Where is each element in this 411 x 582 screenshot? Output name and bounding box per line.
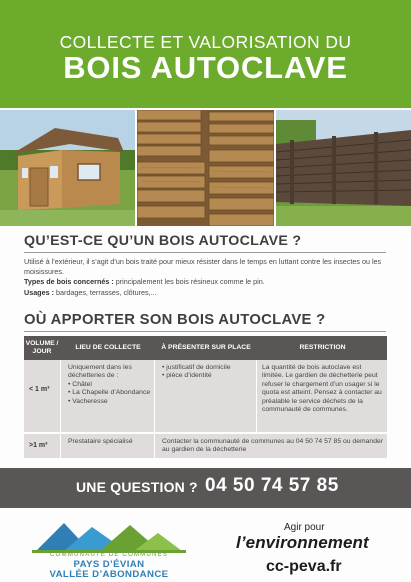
photo-strip <box>0 110 411 226</box>
row1-restriction: La quantité de bois autoclave est limitée. Le gardien de déchetterie peut refuser le chargement d’un usager si le quota est atteint. Pensez à contacter au préalable le service déchets de la communauté de communes. <box>262 364 382 414</box>
table-divider <box>60 434 61 458</box>
section-title-what: QU’EST-CE QU’UN BOIS AUTOCLAVE ? <box>24 233 302 249</box>
row1-pieces <box>162 364 254 381</box>
table-divider <box>256 360 257 432</box>
agir-text: Agir pour <box>284 522 325 533</box>
photo-garden-shed <box>0 110 135 226</box>
row1-lieu <box>68 364 152 406</box>
ccpeva-logo <box>30 519 190 580</box>
section-divider <box>24 252 386 253</box>
intro-text: Utilisé à l’extérieur, il s’agit d’un bois traité pour mieux résister dans le temps en luttant contre les insectes ou les moisissures. <box>24 257 382 276</box>
environnement-text: l’environnement <box>236 533 369 552</box>
row1-lieu-item: • Châtel <box>68 381 152 389</box>
usages-label: Usages : <box>24 288 54 297</box>
table-header-lieu: LIEU DE COLLECTE <box>75 344 141 351</box>
header-title-line2: BOIS AUTOCLAVE <box>63 50 348 85</box>
logo-line2: PAYS D’ÉVIAN <box>73 559 145 570</box>
types-value: principalement les bois résineux comme le pin. <box>113 277 265 286</box>
logo-line3: VALLÉE D’ABONDANCE <box>49 569 169 580</box>
table-divider <box>60 360 61 432</box>
logo-line1: COMMUNAUTÉ DE COMMUNES <box>49 551 169 558</box>
question-phone: 04 50 74 57 85 <box>205 475 339 496</box>
table-divider <box>154 360 155 432</box>
table-header-restriction: RESTRICTION <box>299 344 346 351</box>
header-title-line1: COLLECTE ET VALORISATION DU <box>59 32 352 52</box>
row2-contact: Contacter la communauté de communes au 04 50 74 57 85 ou demander au gardien de la déchetterie <box>162 438 384 454</box>
types-line <box>24 277 389 287</box>
table-divider <box>154 434 155 458</box>
usages-line <box>24 288 389 298</box>
photo-wood-fence <box>276 110 411 226</box>
row1-piece-item: • pièce d’identité <box>162 372 254 380</box>
table-header-presenter: À PRÉSENTER SUR PLACE <box>161 344 251 351</box>
section-title-where: OÙ APPORTER SON BOIS AUTOCLAVE ? <box>24 312 326 328</box>
mountains-icon <box>30 519 190 553</box>
types-label: Types de bois concernés : <box>24 277 114 286</box>
row1-lieu-intro: Uniquement dans les déchetteries de : <box>68 364 132 380</box>
website-link[interactable]: cc-peva.fr <box>266 558 342 575</box>
question-band <box>0 468 411 508</box>
photo-wood-planks <box>137 110 274 226</box>
row2-lieu: Prestataire spécialisé <box>68 438 133 445</box>
row1-volume: < 1 m³ <box>29 386 50 393</box>
question-label: UNE QUESTION ? <box>76 479 198 495</box>
usages-value: bardages, terrasses, clôtures,... <box>53 288 157 297</box>
section-divider <box>24 331 386 332</box>
row1-lieu-item: • La Chapelle d’Abondance <box>68 389 152 397</box>
table-header-row <box>24 336 387 360</box>
row1-lieu-item: • Vacheresse <box>68 398 152 406</box>
header-banner <box>0 0 411 108</box>
row1-piece-item: • justificatif de domicile <box>162 364 254 372</box>
row2-volume: >1 m³ <box>29 442 48 449</box>
table-header-volume: VOLUME / JOUR <box>25 340 59 355</box>
section-intro-text <box>24 257 389 276</box>
